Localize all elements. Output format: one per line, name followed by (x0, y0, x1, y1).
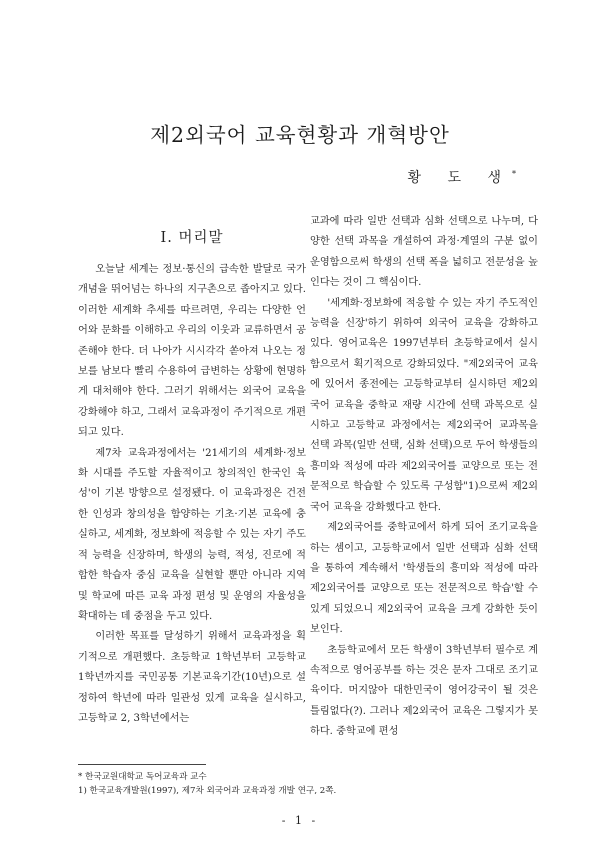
paragraph: 제7차 교육과정에서는 '21세기의 세계화·정보화 시대를 주도할 자율적이고 창의적인 한국인 육성'이 기본 방향으로 설정됐다. 이 교육과정은 건전한 인성과 창의성을 함양하는 기초·기본 교육에 충실하고, 세계화, 정보화에 적응할 수 있는 자기 주도적 능력을 신장하며, 학생의 능력, 적성, 진로에 적합한 학습자 중심 교육을 실현할 뿐만 아니라 지역 및 학교에 따른 교육 과정 편성 및 운영의 자율성을 확대하는 데 중점을 두고 있다. (78, 447, 306, 622)
paragraph: 초등학교에서 모든 학생이 3학년부터 필수로 계속적으로 영어공부를 하는 것은 문자 그대로 조기교육이다. 머지않아 대한민국이 영어강국이 될 것은 틀림없다(?). 그러나 제2외국어 교육은 그렇지가 못하다. 중학교에 편성 (310, 644, 538, 738)
author-footnote-mark: * (512, 169, 516, 179)
paragraph: 교과에 따라 일반 선택과 심화 선택으로 나누며, 다양한 선택 과목을 개설하여 과정·계열의 구분 없이 운영함으로써 학생의 선택 폭을 넓히고 전문성을 높인다는 것이 그 핵심이다. (310, 216, 538, 289)
right-column (310, 212, 538, 743)
author-name (408, 167, 516, 187)
paragraph: 이러한 목표를 달성하기 위해서 교육과정을 획기적으로 개편했다. 초등학교 1학년부터 고등학교 1학년까지를 국민공통 기본교육기간(10년)으로 설정하여 학년에 따라 일관성 있게 교육을 실시하고, 고등학교 2, 3학년에서는 (78, 631, 306, 724)
paragraph: 오늘날 세계는 정보·통신의 급속한 발달로 국가 개념을 뛰어넘는 하나의 지구촌으로 좁아지고 있다. 이러한 세계화 추세를 따르려면, 우리는 다양한 언어와 문화를 이해하고 우리의 이웃과 교류하면서 공존해야 한다. 더 나아가 시시각각 쏟아져 나오는 정보를 남보다 빨리 수용하여 급변하는 상황에 현명하게 대처해야 한다. 그러기 위해서는 외국어 교육을 강화해야 하고, 그래서 교육과정이 주기적으로 개편되고 있다. (78, 264, 306, 439)
paper-title: 제2외국어 교육현황과 개혁방안 (150, 123, 450, 147)
footnote-divider (78, 764, 206, 765)
footnote-reference: 1) 한국교육개발원(1997), 제7차 외국어과 교육과정 개발 연구, 2쪽. (78, 786, 337, 796)
footnote-affiliation: * 한국교원대학교 독어교육과 교수 (78, 772, 207, 782)
page-number: - 1 - (281, 814, 319, 827)
paragraph: '세계화·정보화에 적응할 수 있는 자기 주도적인 능력을 신장'하기 위하여 외국어 교육을 강화하고 있다. 영어교육은 1997년부터 초등학교에서 실시함으로서 획기적으로 강화되었다. "제2외국어 교육에 있어서 종전에는 고등학교부터 실시하던 제2외국어 교육을 중학교 재량 시간에 선택 과목으로 실시하고 고등학교 과정에서는 제2외국어 교과목을 선택 과목(일반 선택, 심화 선택)으로 두어 학생들의 흥미와 적성에 따라 제2외국어를 교양으로 또는 전문적으로 학습할 수 있도록 구성함"1)으로써 제2외국어 교육을 강화했다고 한다. (310, 297, 538, 513)
author-name-text: 황 도 생 (407, 170, 512, 186)
footnotes (78, 770, 538, 798)
section-heading: I. 머리말 (160, 230, 224, 246)
paragraph: 제2외국어를 중학교에서 하게 되어 조기교육을 하는 셈이고, 고등학교에서 일반 선택과 심화 선택을 통하여 계속해서 '학생들의 흥미와 적성에 따라 제2외국어를 교양으로 또는 전문적으로 학습'할 수 있게 되었으니 제2외국어 교육을 크게 강화한 듯이 보인다. (310, 522, 538, 636)
